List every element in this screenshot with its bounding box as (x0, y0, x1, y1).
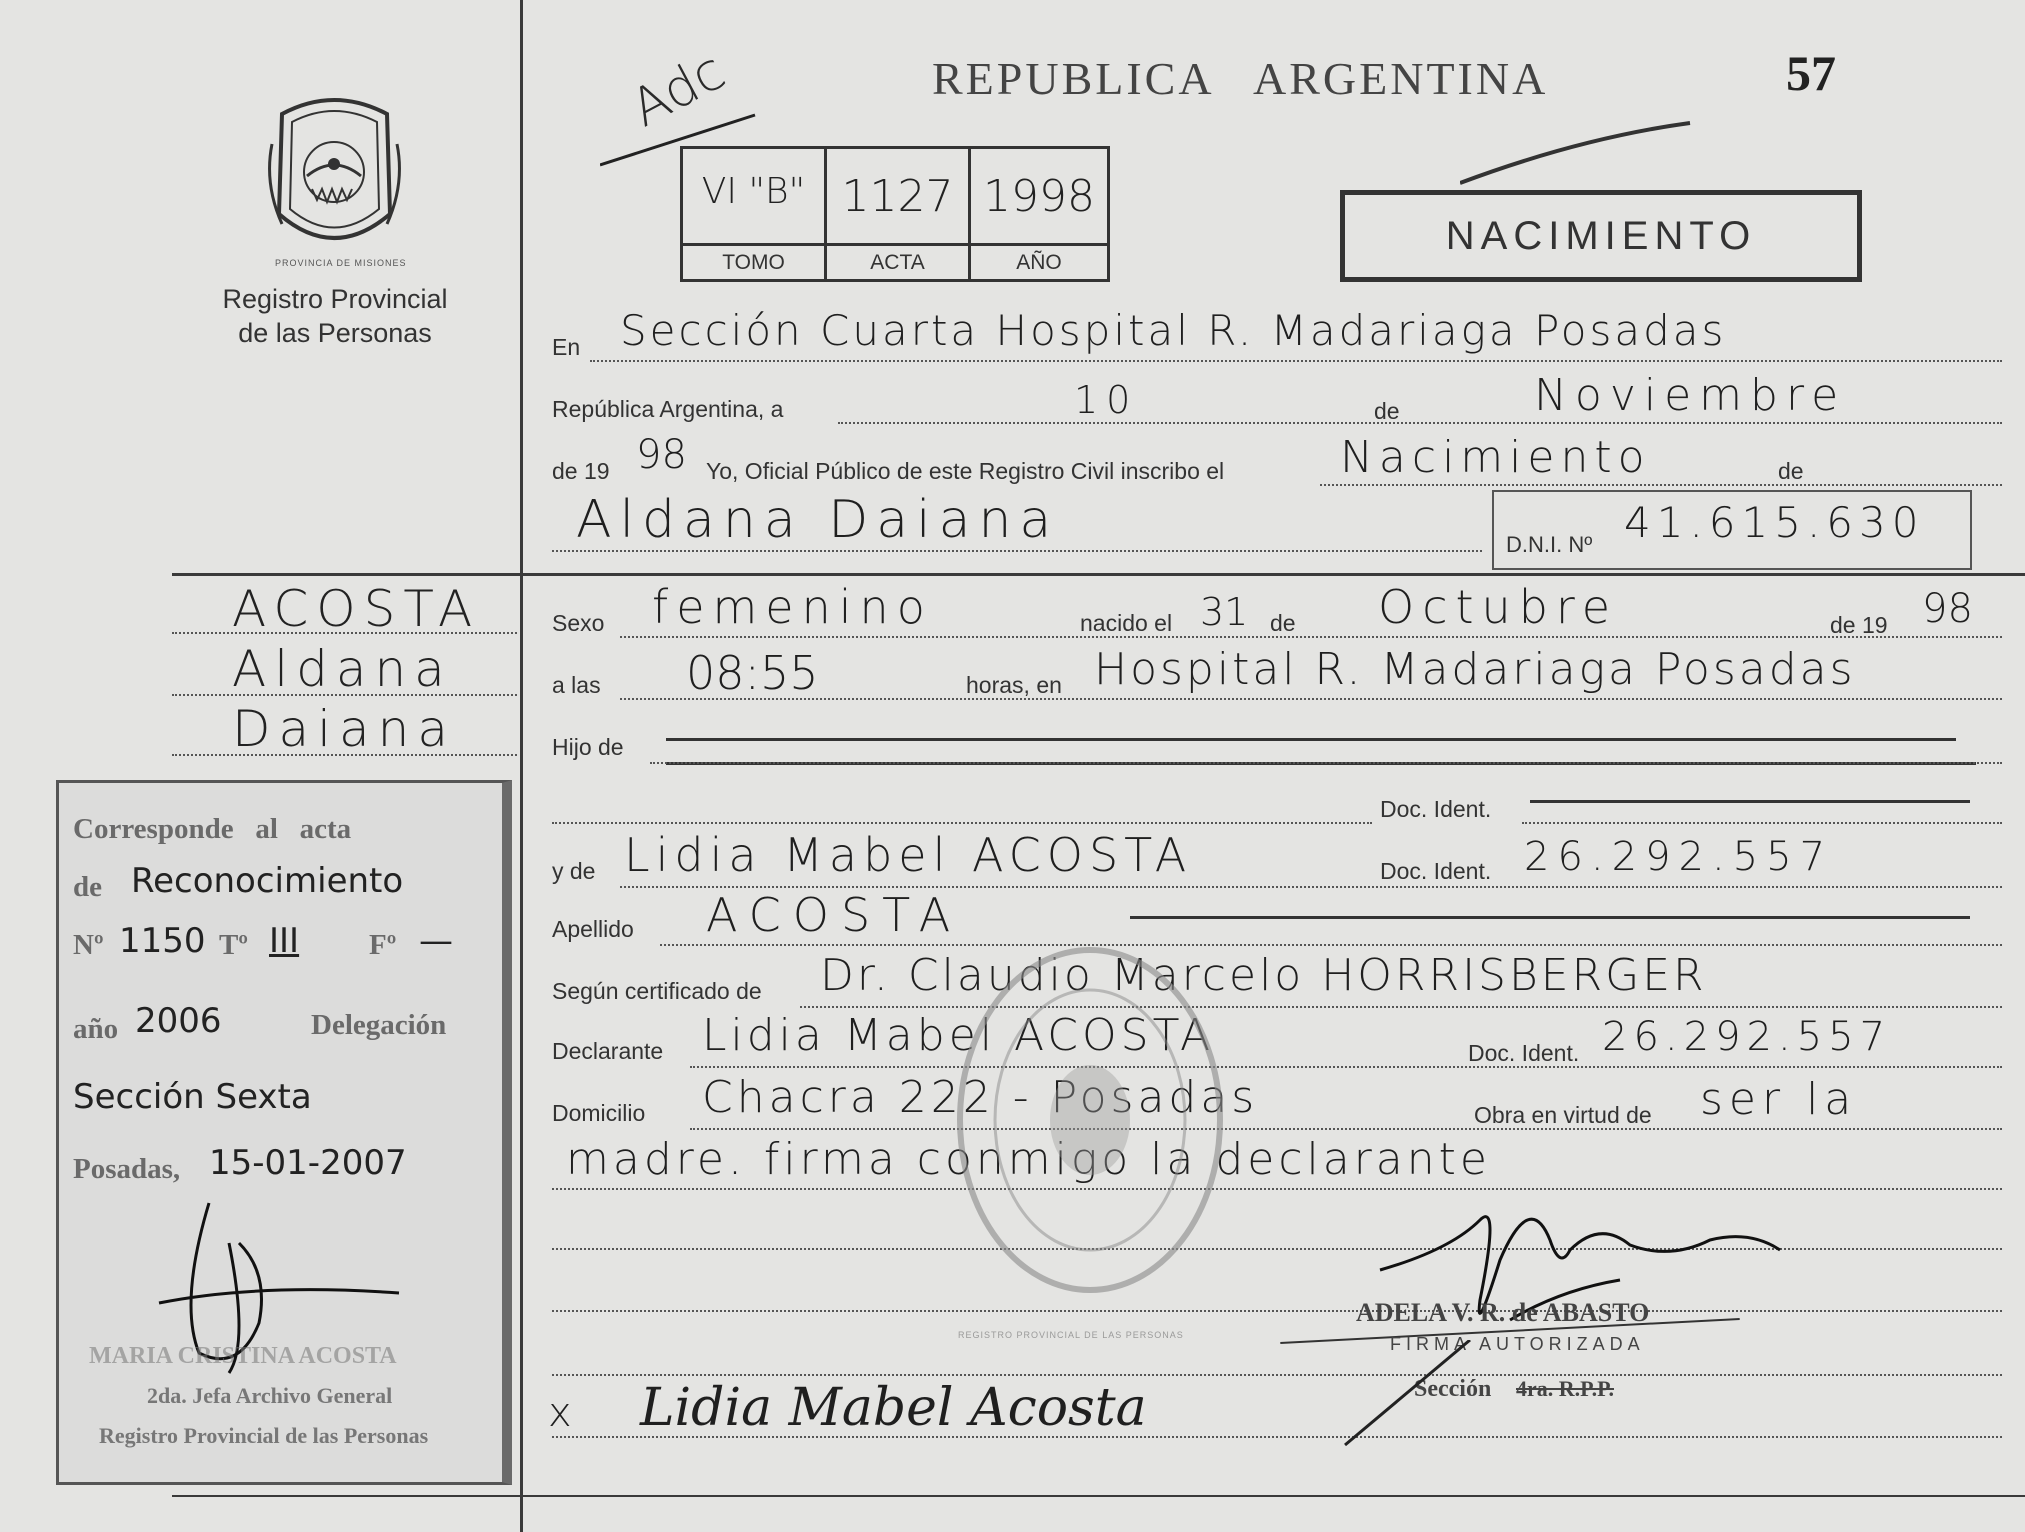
left-name-line-2 (172, 694, 517, 696)
declarant-signature: Lidia Mabel Acosta (640, 1378, 1147, 1438)
header-divider (172, 573, 2025, 576)
month-value: Noviembre (1534, 370, 1847, 421)
a-las-label: a las (552, 672, 601, 698)
x-mark: x (548, 1390, 572, 1436)
time-value: 08:55 (686, 646, 819, 700)
doc-strike (1530, 800, 1970, 803)
obra-continuation: madre. firma conmigo la declarante (566, 1134, 1491, 1185)
segun-label: Según certificado de (552, 978, 762, 1004)
stamp-line-4-year: 2006 (135, 1001, 222, 1041)
de19-label-2: de 19 (1830, 612, 1888, 638)
apellido-line (660, 944, 2002, 946)
apellido-label: Apellido (552, 916, 634, 942)
doc-label-2: Doc. Ident. (1380, 858, 1492, 884)
signature-slash (1340, 1340, 1480, 1450)
segun-value: Dr. Claudio Marcelo HORRISBERGER (820, 950, 1707, 1001)
dni-value: 41.615.630 (1624, 498, 1925, 547)
tomo-value: VI "B" (701, 171, 806, 212)
doc-label-3: Doc. Ident. (1468, 1040, 1580, 1066)
name-line (552, 550, 1482, 552)
declarante-value: Lidia Mabel ACOSTA (702, 1010, 1215, 1061)
birth-month: Octubre (1378, 580, 1619, 634)
en-value: Sección Cuarta Hospital R. Madariaga Posadas (620, 306, 1727, 355)
stamp-line-4-suffix: Delegación (311, 1009, 447, 1041)
sexo-line (620, 636, 2002, 638)
domicilio-value: Chacra 222 - Posadas (702, 1072, 1259, 1123)
seal-text: PROVINCIA DE MISIONES (275, 258, 407, 268)
stamp-footer-name: MARIA CRISTINA ACOSTA (89, 1343, 397, 1369)
obra-label: Obra en virtud de (1474, 1102, 1652, 1128)
oficial-line (1320, 484, 2002, 486)
registry-label-line2: de las Personas (238, 318, 432, 348)
a-las-line (620, 698, 2002, 700)
stamp-line-3-tomo: III (269, 921, 300, 961)
country-title: REPUBLICA ARGENTINA (932, 53, 1549, 104)
registry-round-stamp (950, 940, 1230, 1300)
acta-cell (827, 149, 971, 279)
stamp-line-6-prefix: Posadas, (73, 1153, 181, 1185)
stamp-line-3-folio-prefix: Fº (369, 929, 397, 961)
horas-label: horas, en (966, 672, 1062, 698)
column-divider (520, 0, 523, 1532)
round-stamp-text: REGISTRO PROVINCIAL DE LAS PERSONAS (958, 1330, 1184, 1340)
doc-label: Doc. Ident. (1380, 796, 1492, 822)
republica-line (838, 422, 2002, 424)
official-title: FIRMA AUTORIZADA (1390, 1334, 1645, 1354)
domicilio-line (690, 1128, 2002, 1130)
apellido-value: ACOSTA (706, 888, 963, 942)
left-name-line-1 (172, 632, 517, 634)
sexo-label: Sexo (552, 610, 605, 636)
de-label-3: de (1270, 610, 1296, 636)
left-name-line-3 (172, 754, 517, 756)
left-second-name: Daiana (232, 700, 457, 758)
declarante-doc: 26.292.557 (1602, 1014, 1892, 1060)
republica-label: República Argentina, a (552, 396, 784, 422)
misiones-seal-logo (262, 94, 407, 254)
declarante-line (690, 1066, 2002, 1068)
de19-label: de 19 (552, 458, 610, 484)
stamp-footer-title: 2da. Jefa Archivo General (147, 1383, 393, 1408)
tomo-label: TOMO (683, 243, 824, 279)
stamp-line-6-date: 15-01-2007 (209, 1143, 407, 1183)
day-value: 10 (1074, 378, 1139, 422)
left-surname: ACOSTA (232, 580, 481, 638)
inscribo-value: Nacimiento (1340, 432, 1651, 483)
bottom-divider (172, 1495, 2025, 1497)
mother-doc: 26.292.557 (1524, 834, 1834, 880)
stamp-line-3-folio: — (419, 921, 453, 961)
ano-cell (971, 149, 1107, 279)
doc-line-right (1522, 822, 2002, 824)
tomo-cell (683, 149, 827, 279)
nacido-label: nacido el (1080, 610, 1173, 636)
obra-value: ser la (1700, 1074, 1858, 1125)
stamp-line-4-prefix: año (73, 1013, 119, 1045)
hijo-strike-line-1 (666, 738, 1956, 741)
acta-label: ACTA (827, 243, 968, 279)
de-label-2: de (1778, 458, 1804, 484)
registry-label (200, 282, 470, 350)
sexo-value: femenino (652, 580, 933, 634)
ano-label: AÑO (971, 243, 1107, 279)
year-value: 98 (636, 432, 687, 478)
declarante-label: Declarante (552, 1038, 664, 1064)
de-label: de (1374, 398, 1400, 424)
dni-label: D.N.I. Nº (1506, 532, 1593, 557)
official-section-label: Sección (1414, 1376, 1492, 1402)
birth-year: 98 (1922, 586, 1973, 632)
acta-value: 1127 (841, 171, 954, 222)
pen-mark (1460, 118, 1700, 188)
name-value: Aldana Daiana (576, 490, 1060, 550)
document-type-box: NACIMIENTO (1340, 190, 1862, 282)
recognition-stamp (56, 780, 512, 1485)
en-label: En (552, 334, 581, 360)
stamp-line-3-number: 1150 (119, 921, 206, 961)
oficial-label: Yo, Oficial Público de este Registro Civil inscribo el (706, 458, 1225, 484)
place-value: Hospital R. Madariaga Posadas (1094, 644, 1856, 695)
stamp-line-2-prefix: de (73, 871, 102, 903)
hijo-label: Hijo de (552, 734, 624, 760)
y-de-label: y de (552, 858, 596, 884)
ano-value: 1998 (983, 171, 1095, 222)
record-box (680, 146, 1110, 282)
annotation-adc: Adc (621, 40, 735, 140)
stamp-line-5-value: Sección Sexta (73, 1077, 312, 1117)
domicilio-label: Domicilio (552, 1100, 646, 1126)
doc-line-left (552, 822, 1372, 824)
registry-label-line1: Registro Provincial (222, 284, 448, 314)
empty-line-3 (552, 1374, 2002, 1376)
mother-value: Lidia Mabel ACOSTA (624, 828, 1193, 882)
left-first-name: Aldana (232, 640, 453, 698)
stamp-line-3-tomo-prefix: Tº (219, 929, 248, 961)
page-number: 57 (1786, 45, 1836, 101)
official-section-value: 4ra. R.P.P. (1516, 1376, 1614, 1401)
stamp-footer-org: Registro Provincial de las Personas (99, 1423, 429, 1448)
official-name: ADELA V. R. de ABASTO (1356, 1298, 1650, 1327)
stamp-line-1: Corresponde al acta (73, 813, 352, 845)
birth-day: 31 (1200, 590, 1249, 634)
stamp-line-3-prefix: Nº (73, 929, 104, 961)
apellido-strike (1130, 916, 1970, 919)
en-line (590, 360, 2002, 362)
stamp-line-2-value: Reconocimiento (131, 861, 404, 901)
hijo-line (650, 762, 2002, 764)
